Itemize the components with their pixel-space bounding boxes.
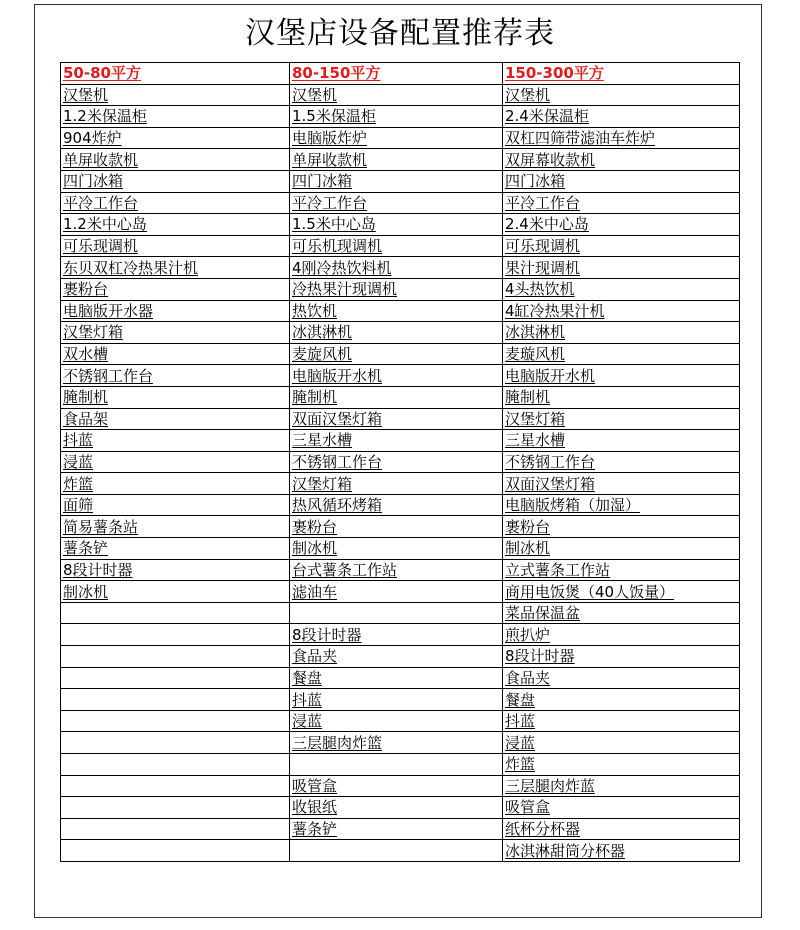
table-row (61, 322, 740, 344)
table-cell: 平冷工作台 (61, 192, 290, 214)
table-row (61, 192, 740, 214)
table-row (61, 494, 740, 516)
table-cell (61, 754, 290, 776)
table-cell: 三星水槽 (503, 430, 740, 452)
table-row (61, 818, 740, 840)
header-large-size: 150-300平方 (503, 63, 740, 85)
table-cell: 东贝双杠冷热果汁机 (61, 257, 290, 279)
table-cell: 腌制机 (503, 386, 740, 408)
table-cell (61, 602, 290, 624)
table-cell: 1.2米保温柜 (61, 106, 290, 128)
table-cell: 立式薯条工作站 (503, 559, 740, 581)
table-cell: 4缸冷热果汁机 (503, 300, 740, 322)
table-row (61, 473, 740, 495)
page-title: 汉堡店设备配置推荐表 (245, 16, 555, 51)
table-cell: 吸管盒 (290, 775, 503, 797)
table-cell: 汉堡机 (61, 84, 290, 106)
table-row (61, 408, 740, 430)
table-row (61, 646, 740, 668)
table-row (61, 516, 740, 538)
table-cell: 不锈钢工作台 (503, 451, 740, 473)
table-row (61, 581, 740, 603)
header-medium-size: 80-150平方 (290, 63, 503, 85)
table-cell: 制冰机 (61, 581, 290, 603)
table-cell: 1.5米保温柜 (290, 106, 503, 128)
table-cell: 三星水槽 (290, 430, 503, 452)
table-cell: 餐盘 (290, 667, 503, 689)
table-cell: 904炸炉 (61, 127, 290, 149)
table-cell: 面筛 (61, 494, 290, 516)
table-cell: 收银纸 (290, 797, 503, 819)
table-cell: 食品夹 (503, 667, 740, 689)
table-row (61, 365, 740, 387)
table-cell: 四门冰箱 (61, 170, 290, 192)
table-cell: 8段计时器 (61, 559, 290, 581)
table-row (61, 257, 740, 279)
table-row (61, 106, 740, 128)
table-row (61, 386, 740, 408)
table-cell: 裹粉台 (290, 516, 503, 538)
table-row (61, 300, 740, 322)
table-cell: 冰淇淋机 (503, 322, 740, 344)
table-row (61, 451, 740, 473)
table-row (61, 667, 740, 689)
table-cell: 三层腿肉炸蓝 (503, 775, 740, 797)
table-row (61, 278, 740, 300)
table-cell: 电脑版炸炉 (290, 127, 503, 149)
table-cell: 1.2米中心岛 (61, 214, 290, 236)
table-cell: 三层腿肉炸篮 (290, 732, 503, 754)
table-row (61, 754, 740, 776)
table-cell: 汉堡机 (290, 84, 503, 106)
table-row (61, 559, 740, 581)
table-cell: 浸蓝 (503, 732, 740, 754)
table-cell: 四门冰箱 (290, 170, 503, 192)
table-cell: 双杠四筛带滤油车炸炉 (503, 127, 740, 149)
table-row (61, 235, 740, 257)
table-cell: 可乐机现调机 (290, 235, 503, 257)
table-cell: 不锈钢工作台 (290, 451, 503, 473)
table-cell (290, 754, 503, 776)
table-cell: 商用电饭煲（40人饭量） (503, 581, 740, 603)
table-cell: 2.4米中心岛 (503, 214, 740, 236)
table-cell (61, 710, 290, 732)
table-row (61, 797, 740, 819)
table-cell: 制冰机 (503, 538, 740, 560)
table-cell: 炸篮 (503, 754, 740, 776)
table-cell: 8段计时器 (503, 646, 740, 668)
table-cell (61, 624, 290, 646)
table-row (61, 732, 740, 754)
table-cell: 冰淇淋甜筒分杯器 (503, 840, 740, 862)
table-cell (61, 818, 290, 840)
table-row (61, 343, 740, 365)
table-cell: 双水槽 (61, 343, 290, 365)
table-cell: 汉堡灯箱 (61, 322, 290, 344)
table-cell (61, 689, 290, 711)
table-cell: 热饮机 (290, 300, 503, 322)
table-row (61, 430, 740, 452)
table-cell: 单屏收款机 (290, 149, 503, 171)
table-row (61, 775, 740, 797)
equipment-table-body (61, 63, 740, 862)
table-cell: 双面汉堡灯箱 (503, 473, 740, 495)
table-cell: 餐盘 (503, 689, 740, 711)
header-small-size: 50-80平方 (61, 63, 290, 85)
table-row (61, 84, 740, 106)
table-cell: 浸蓝 (290, 710, 503, 732)
table-cell: 可乐现调机 (61, 235, 290, 257)
table-cell: 汉堡灯箱 (290, 473, 503, 495)
table-cell: 浸蓝 (61, 451, 290, 473)
table-cell: 电脑版开水机 (503, 365, 740, 387)
table-cell: 四门冰箱 (503, 170, 740, 192)
table-cell: 果汁现调机 (503, 257, 740, 279)
table-cell: 不锈钢工作台 (61, 365, 290, 387)
table-cell: 炸篮 (61, 473, 290, 495)
table-cell: 腌制机 (61, 386, 290, 408)
table-header-row (61, 63, 740, 85)
table-cell: 2.4米保温柜 (503, 106, 740, 128)
table-cell (61, 775, 290, 797)
table-cell: 平冷工作台 (290, 192, 503, 214)
table-cell: 滤油车 (290, 581, 503, 603)
table-row (61, 602, 740, 624)
table-row (61, 538, 740, 560)
table-row (61, 170, 740, 192)
table-cell: 菜品保温盆 (503, 602, 740, 624)
table-cell: 台式薯条工作站 (290, 559, 503, 581)
table-cell: 电脑版开水机 (290, 365, 503, 387)
table-cell: 食品夹 (290, 646, 503, 668)
table-cell: 制冰机 (290, 538, 503, 560)
table-cell (61, 667, 290, 689)
table-cell: 煎扒炉 (503, 624, 740, 646)
table-cell: 电脑版开水器 (61, 300, 290, 322)
table-cell: 热风循环烤箱 (290, 494, 503, 516)
table-cell: 电脑版烤箱（加湿） (503, 494, 740, 516)
table-cell: 薯条铲 (61, 538, 290, 560)
table-cell: 简易薯条站 (61, 516, 290, 538)
table-cell: 麦璇风机 (503, 343, 740, 365)
table-row (61, 624, 740, 646)
table-cell: 食品架 (61, 408, 290, 430)
table-cell: 冰淇淋机 (290, 322, 503, 344)
table-cell: 双面汉堡灯箱 (290, 408, 503, 430)
table-cell: 冷热果汁现调机 (290, 278, 503, 300)
table-cell: 裹粉台 (61, 278, 290, 300)
table-cell: 8段计时器 (290, 624, 503, 646)
table-row (61, 149, 740, 171)
table-row (61, 214, 740, 236)
table-cell: 1.5米中心岛 (290, 214, 503, 236)
table-cell: 汉堡灯箱 (503, 408, 740, 430)
table-cell: 平冷工作台 (503, 192, 740, 214)
table-cell: 裹粉台 (503, 516, 740, 538)
table-cell (61, 646, 290, 668)
table-row (61, 840, 740, 862)
table-cell (290, 602, 503, 624)
table-row (61, 710, 740, 732)
table-cell (290, 840, 503, 862)
equipment-table (60, 62, 740, 862)
table-cell: 纸杯分杯器 (503, 818, 740, 840)
table-cell: 双屏幕收款机 (503, 149, 740, 171)
table-cell: 可乐现调机 (503, 235, 740, 257)
table-cell (61, 732, 290, 754)
table-cell: 4刚冷热饮料机 (290, 257, 503, 279)
table-row (61, 127, 740, 149)
table-cell (61, 797, 290, 819)
table-cell: 抖蓝 (61, 430, 290, 452)
table-cell: 吸管盒 (503, 797, 740, 819)
table-cell: 腌制机 (290, 386, 503, 408)
table-cell: 4头热饮机 (503, 278, 740, 300)
table-row (61, 689, 740, 711)
table-cell: 汉堡机 (503, 84, 740, 106)
table-cell: 麦旋风机 (290, 343, 503, 365)
table-cell: 薯条铲 (290, 818, 503, 840)
table-cell: 抖蓝 (503, 710, 740, 732)
table-cell: 抖蓝 (290, 689, 503, 711)
table-cell (61, 840, 290, 862)
table-cell: 单屏收款机 (61, 149, 290, 171)
